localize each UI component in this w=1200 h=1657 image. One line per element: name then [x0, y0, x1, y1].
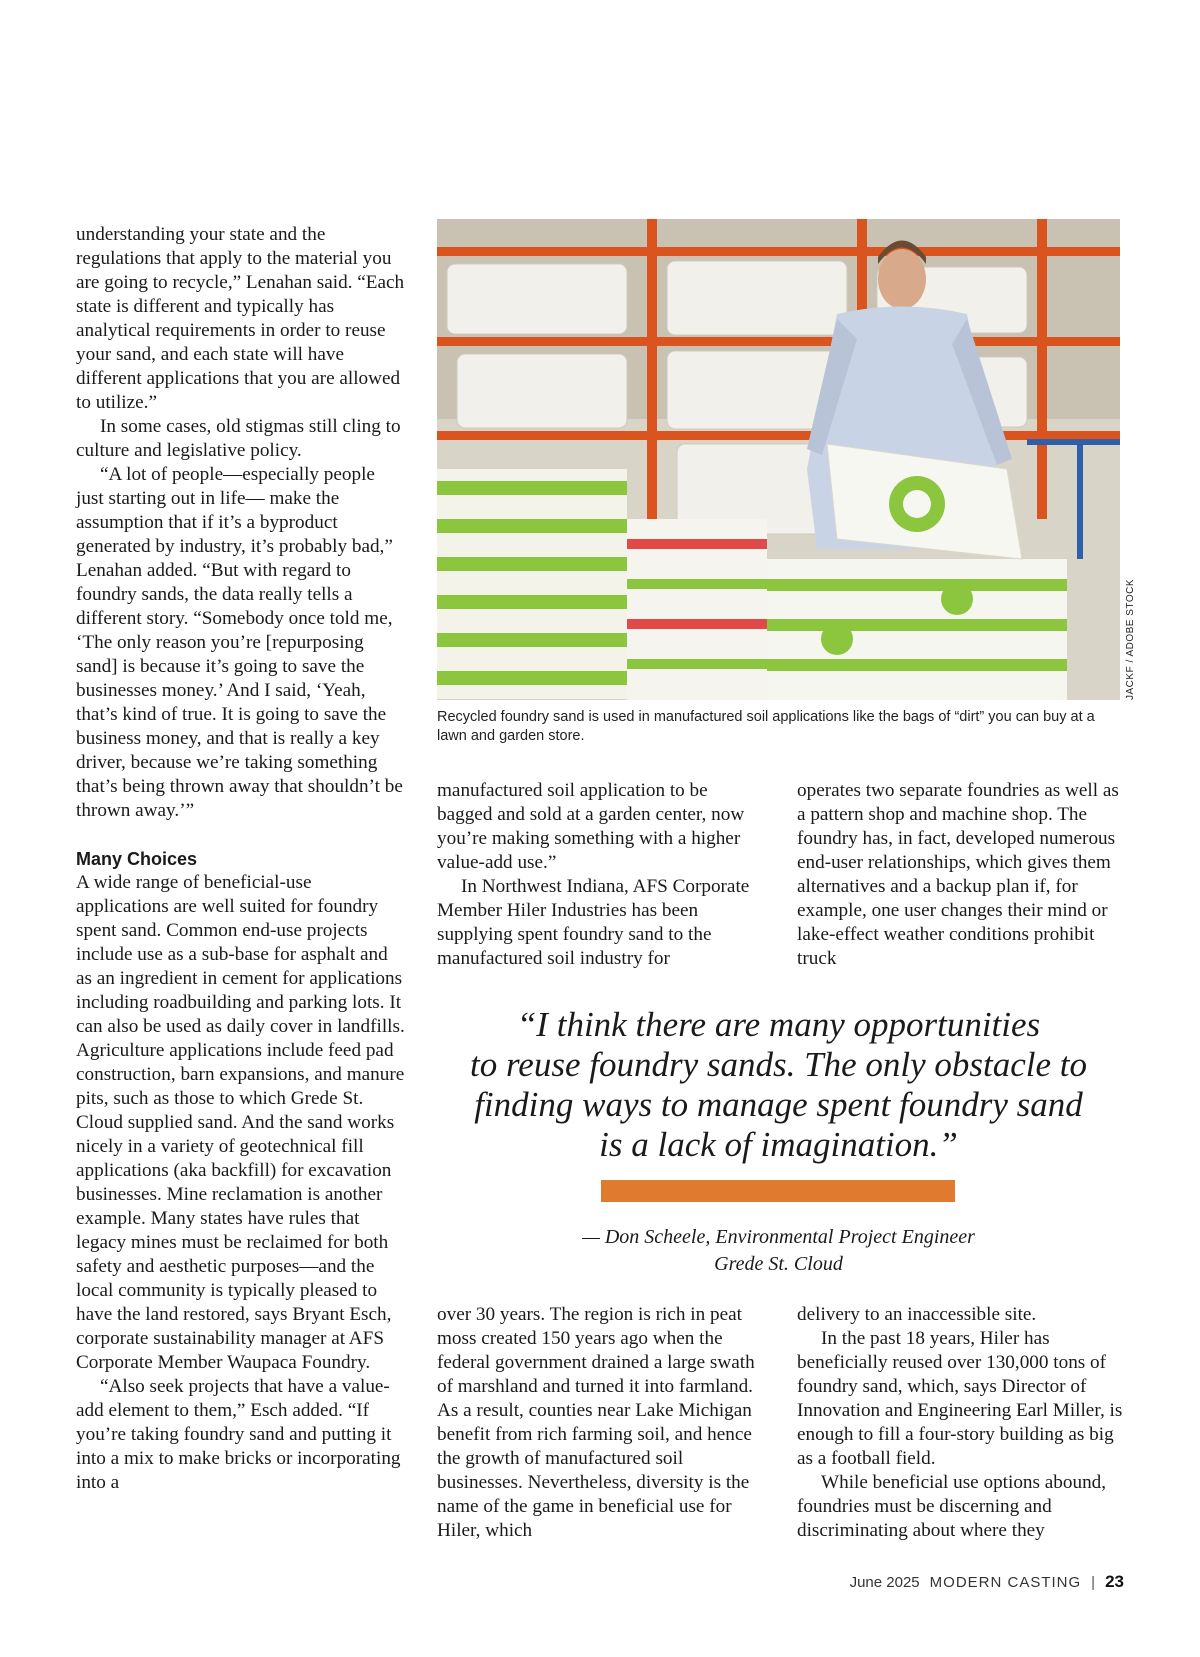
warehouse-photo: [437, 219, 1120, 700]
quote-rule: [601, 1180, 955, 1202]
body-paragraph: While beneficial use options abound, foundries must be discerning and discriminating about where they: [797, 1472, 1107, 1541]
body-paragraph: delivery to an inaccessible site.: [797, 1304, 1037, 1325]
middle-column-lower: [437, 1303, 757, 1543]
photo-illustration: [437, 219, 1120, 700]
pull-quote: [437, 1005, 1120, 1165]
pull-quote-line: “I think there are many opportunities: [516, 1005, 1041, 1044]
photo-caption: Recycled foundry sand is used in manufactured soil applications like the bags of “dirt” you can buy at a lawn and garden store.: [437, 709, 1095, 744]
quote-attribution: [437, 1224, 1120, 1278]
body-paragraph: “Also seek projects that have a value-add element to them,” Esch added. “If you’re taking foundry sand and putting it into a mix to make bricks or incorporating into a: [76, 1376, 401, 1493]
section-subhead: Many Choices: [76, 849, 198, 869]
issue-date: June 2025: [849, 1573, 920, 1591]
body-paragraph: “A lot of people—especially people just starting out in life— make the assumption that if it’s a byproduct generated by industry, it’s probably bad,” Lenahan added. “But with regard to foundry sands, the data really tells a different story. “Somebody once told me, ‘The only reason you’re [repurposing sand] is because it’s going to save the businesses money.’ And I said, ‘Yeah, that’s kind of true. It is going to save the business money, and that is really a key driver, because we’re taking something that’s being thrown away that shouldn’t be thrown away.’”: [76, 464, 403, 821]
right-column-lower: [797, 1303, 1127, 1543]
right-column-upper: [797, 779, 1127, 971]
pull-quote-line: finding ways to manage spent foundry sand: [474, 1085, 1083, 1124]
pull-quote-line: is a lack of imagination.”: [599, 1125, 958, 1164]
body-paragraph: understanding your state and the regulations that apply to the material you are going to recycle,” Lenahan said. “Each state is different and typically has analytical requirements in order to reuse your sand, and each state will have different applications that you are allowed to utilize.”: [76, 224, 405, 413]
attribution-org: Grede St. Cloud: [714, 1253, 843, 1275]
page-footer: [850, 1572, 1124, 1592]
body-paragraph: over 30 years. The region is rich in peat moss created 150 years ago when the federal government drained a large swath of marshland and turned it into farmland. As a result, counties near Lake Michigan benefit from rich farming soil, and hence the growth of manufactured soil businesses. Nevertheless, diversity is the name of the game in beneficial use for Hiler, which: [437, 1304, 755, 1541]
attribution-name: — Don Scheele, Environmental Project Engineer: [582, 1226, 975, 1248]
body-paragraph: manufactured soil application to be bagged and sold at a garden center, now you’re making something with a higher value-add use.”: [437, 780, 745, 873]
page-number: 23: [1105, 1572, 1124, 1591]
middle-column-upper: [437, 779, 757, 971]
left-column: [76, 223, 406, 1495]
body-paragraph: In some cases, old stigmas still cling to culture and legislative policy.: [76, 416, 401, 461]
body-paragraph: In the past 18 years, Hiler has beneficially reused over 130,000 tons of foundry sand, which, says Director of Innovation and Engineering Earl Miller, is enough to fill a four-story building as big as a football field.: [797, 1328, 1123, 1469]
body-paragraph: operates two separate foundries as well as a pattern shop and machine shop. The foundry has, in fact, developed numerous end-user relationships, which gives them alternatives and a backup plan if, for example, one user changes their mind or lake-effect weather conditions prohibit truck: [797, 780, 1119, 969]
photo-credit: JACKF / ADOBE STOCK: [1125, 578, 1136, 700]
body-paragraph: A wide range of beneficial-use applications are well suited for foundry spent sand. Common end-use projects include use as a sub-base for asphalt and as an ingredient in cement for applications including roadbuilding and parking lots. It can also be used as daily cover in landfills. Agriculture applications include feed pad construction, barn expansions, and manure pits, such as those to which Grede St. Cloud supplied sand. And the sand works nicely in a variety of geotechnical fill applications (aka backfill) for excavation businesses. Mine reclamation is another example. Many states have rules that legacy mines must be reclaimed for both safety and aesthetic purposes—and the local community is typically pleased to have the land restored, says Bryant Esch, corporate sustainability manager at AFS Corporate Member Waupaca Foundry.: [76, 872, 405, 1373]
body-paragraph: In Northwest Indiana, AFS Corporate Member Hiler Industries has been supplying spent foundry sand to the manufactured soil industry for: [437, 876, 750, 969]
magazine-name: MODERN CASTING: [929, 1573, 1082, 1591]
footer-separator: |: [1091, 1573, 1096, 1591]
pull-quote-line: to reuse foundry sands. The only obstacle to: [470, 1045, 1087, 1084]
